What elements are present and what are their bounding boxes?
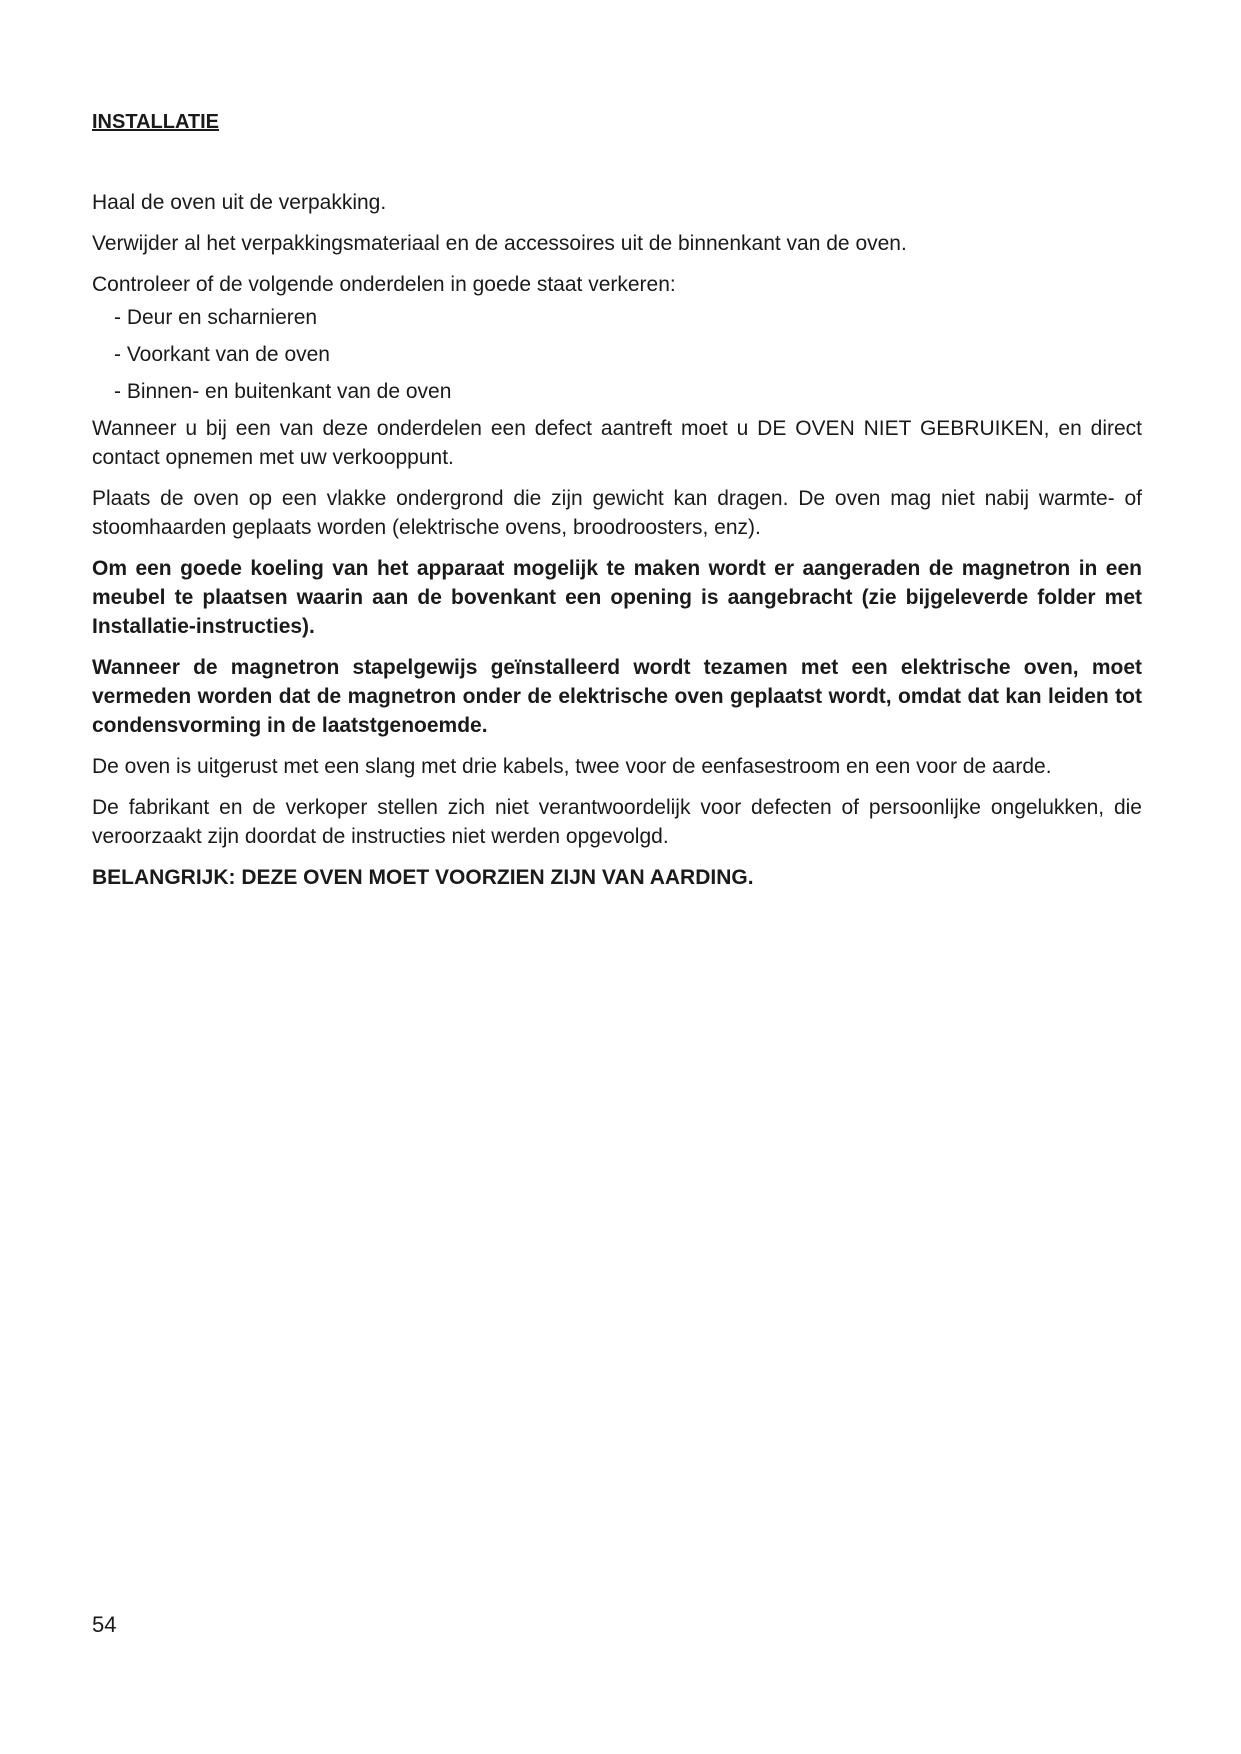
paragraph-stacking: Wanneer de magnetron stapelgewijs geïnstalleerd wordt tezamen met een elektrische oven, moet vermeden worden dat de magnetron onder de elektrische oven geplaatst wordt, omdat dat kan leiden tot condensvorming in de laatstgenoemde.	[92, 656, 1142, 737]
parts-checklist	[114, 303, 1142, 406]
paragraph-remove-packaging: Verwijder al het verpakkingsmateriaal en de accessoires uit de binnenkant van de oven.	[92, 232, 907, 255]
list-item: - Binnen- en buitenkant van de oven	[114, 380, 452, 403]
list-item: - Deur en scharnieren	[114, 306, 318, 329]
page-content	[92, 108, 1142, 904]
paragraph-cable: De oven is uitgerust met een slang met drie kabels, twee voor de eenfasestroom en een voor de aarde.	[92, 755, 1052, 778]
paragraph-unpack: Haal de oven uit de verpakking.	[92, 191, 387, 214]
paragraph-grounding-important: BELANGRIJK: DEZE OVEN MOET VOORZIEN ZIJN VAN AARDING.	[92, 866, 754, 889]
paragraph-defect-warning: Wanneer u bij een van deze onderdelen een defect aantreft moet u DE OVEN NIET GEBRUIKEN, en direct contact opnemen met uw verkooppunt.	[92, 417, 1142, 469]
list-item: - Voorkant van de oven	[114, 343, 330, 366]
section-heading: INSTALLATIE	[92, 111, 220, 133]
paragraph-liability: De fabrikant en de verkoper stellen zich niet verantwoordelijk voor defecten of persoonlijke ongelukken, die veroorzaakt zijn doordat de instructies niet werden opgevolgd.	[92, 796, 1142, 848]
paragraph-placement: Plaats de oven op een vlakke ondergrond die zijn gewicht kan dragen. De oven mag niet nabij warmte- of stoomhaarden geplaats worden (elektrische ovens, broodroosters, enz).	[92, 487, 1142, 539]
page-number: 54	[92, 1612, 117, 1637]
paragraph-cooling: Om een goede koeling van het apparaat mogelijk te maken wordt er aangeraden de magnetron in een meubel te plaatsen waarin aan de bovenkant een opening is aangebracht (zie bijgeleverde folder met Installatie-instructies).	[92, 557, 1142, 638]
paragraph-check-parts: Controleer of de volgende onderdelen in goede staat verkeren:	[92, 273, 676, 296]
